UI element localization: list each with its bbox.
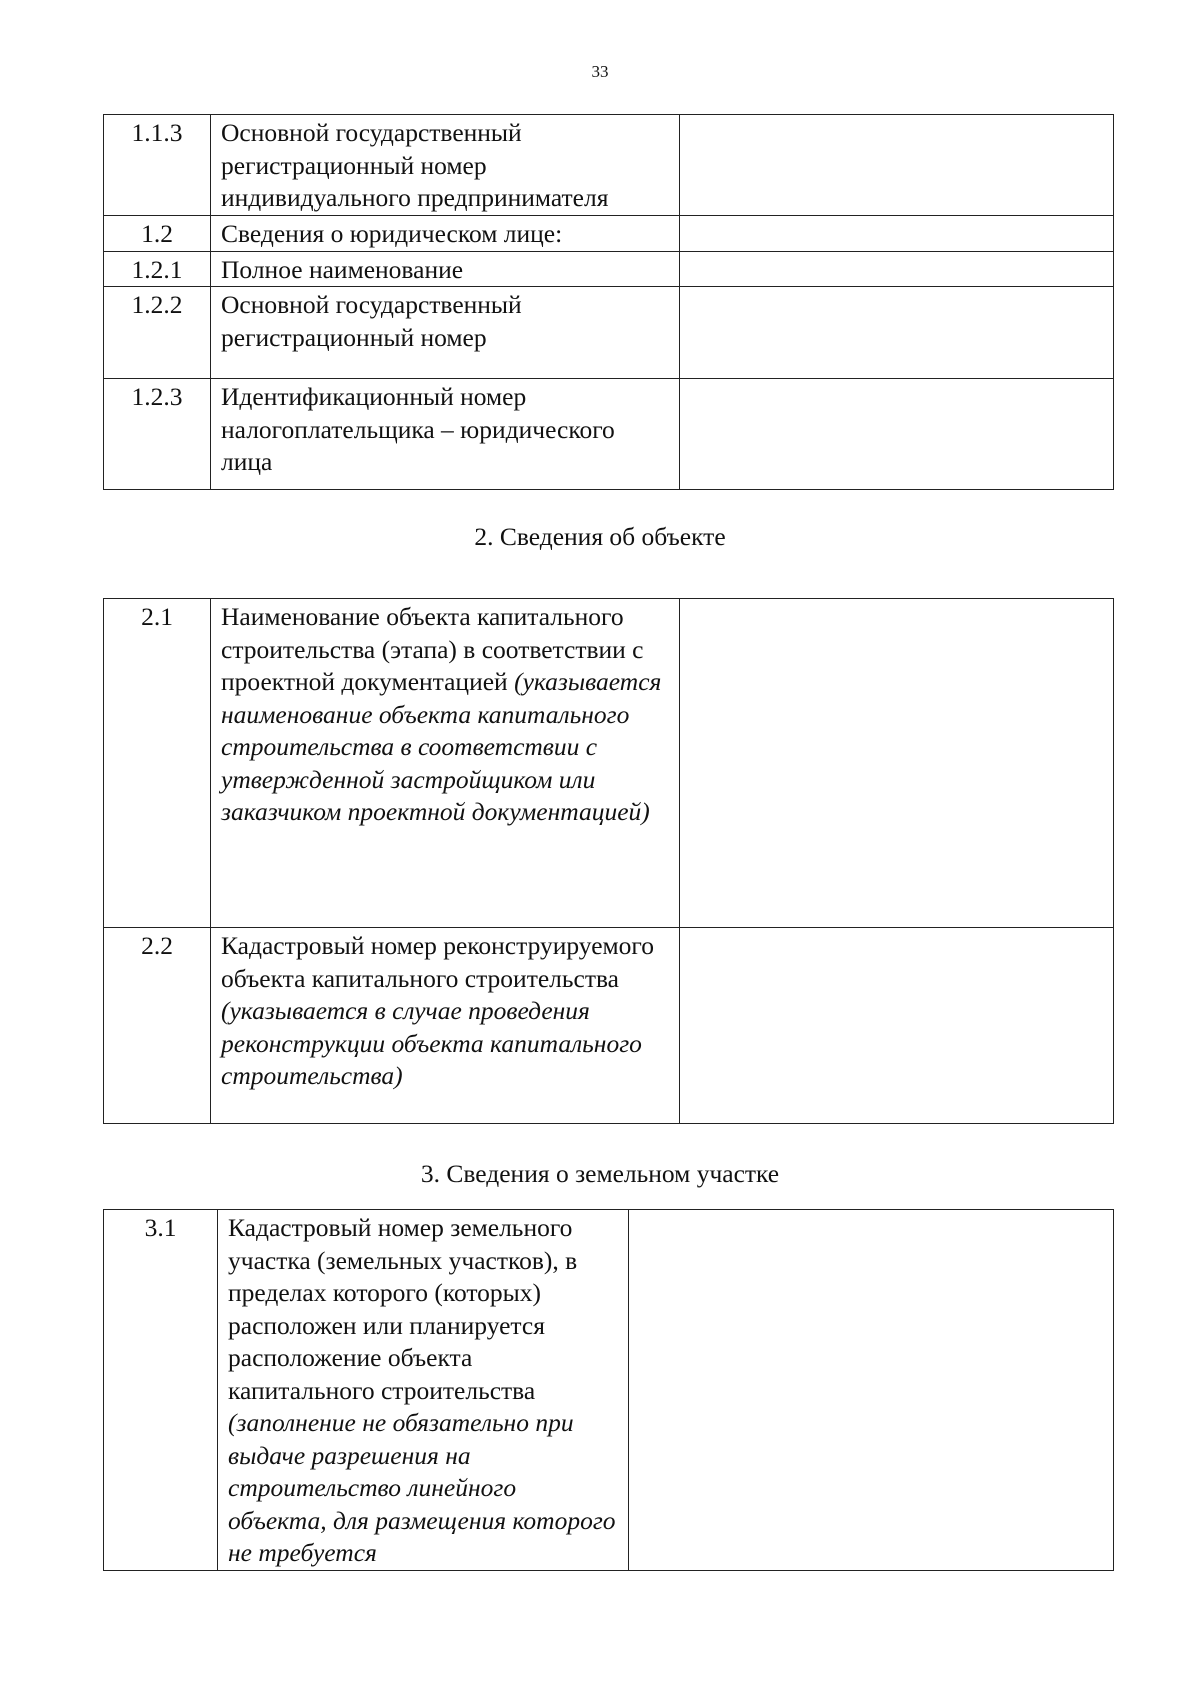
table-row <box>104 379 1114 490</box>
row-number: 1.1.3 <box>104 115 211 216</box>
row-value-cell[interactable] <box>680 251 1114 287</box>
row-number: 1.2.2 <box>104 287 211 379</box>
row-note: (указывается в случае проведения реконструкции объекта капитального строительства) <box>221 996 642 1090</box>
row-label-cell <box>211 599 680 928</box>
row-label: Кадастровый номер реконструируемого объекта капитального строительства <box>221 931 654 993</box>
row-label: Кадастровый номер земельного участка (земельных участков), в пределах которого (которых) расположен или планируется расположение объекта капитального строительства <box>228 1213 578 1405</box>
row-label: Полное наименование <box>211 251 680 287</box>
row-label-cell <box>211 928 680 1124</box>
row-number: 1.2.3 <box>104 379 211 490</box>
section-title: 3. Сведения о земельном участке <box>420 1159 780 1188</box>
row-label: Идентификационный номер налогоплательщика – юридического лица <box>211 379 680 490</box>
row-number: 1.2.1 <box>104 251 211 287</box>
table-row <box>104 251 1114 287</box>
row-number: 3.1 <box>104 1210 218 1571</box>
row-value-cell[interactable] <box>629 1210 1114 1571</box>
row-label: Основной государственный регистрационный номер индивидуального предпринимателя <box>211 115 680 216</box>
row-note: (указывается наименование объекта капитального строительства в соответствии с утвержденной застройщиком или заказчиком проектной документацией) <box>221 667 662 826</box>
row-number: 2.2 <box>104 928 211 1124</box>
row-value-cell[interactable] <box>680 216 1114 252</box>
row-value-cell[interactable] <box>680 599 1114 928</box>
row-value-cell[interactable] <box>680 287 1114 379</box>
row-label: Сведения о юридическом лице: <box>211 216 680 252</box>
table-row <box>104 1210 1114 1571</box>
table-row <box>104 115 1114 216</box>
row-label: Основной государственный регистрационный номер <box>211 287 680 379</box>
table-row <box>104 928 1114 1124</box>
section-title: 2. Сведения об объекте <box>474 522 726 551</box>
row-value-cell[interactable] <box>680 115 1114 216</box>
page-number: 33 <box>591 62 609 81</box>
row-value-cell[interactable] <box>680 928 1114 1124</box>
row-value-cell[interactable] <box>680 379 1114 490</box>
row-note: (заполнение не обязательно при выдаче разрешения на строительство линейного объекта, для размещения которого не требуется <box>228 1408 616 1567</box>
applicant-info-table <box>103 114 1114 490</box>
object-info-table <box>103 598 1114 1124</box>
row-label-cell <box>218 1210 629 1571</box>
row-number: 1.2 <box>104 216 211 252</box>
table-row <box>104 287 1114 379</box>
row-label: Наименование объекта капитального строительства (этапа) в соответствии с проектной документацией <box>221 602 644 696</box>
land-plot-info-table <box>103 1209 1114 1571</box>
row-number: 2.1 <box>104 599 211 928</box>
table-row <box>104 599 1114 928</box>
table-row <box>104 216 1114 252</box>
